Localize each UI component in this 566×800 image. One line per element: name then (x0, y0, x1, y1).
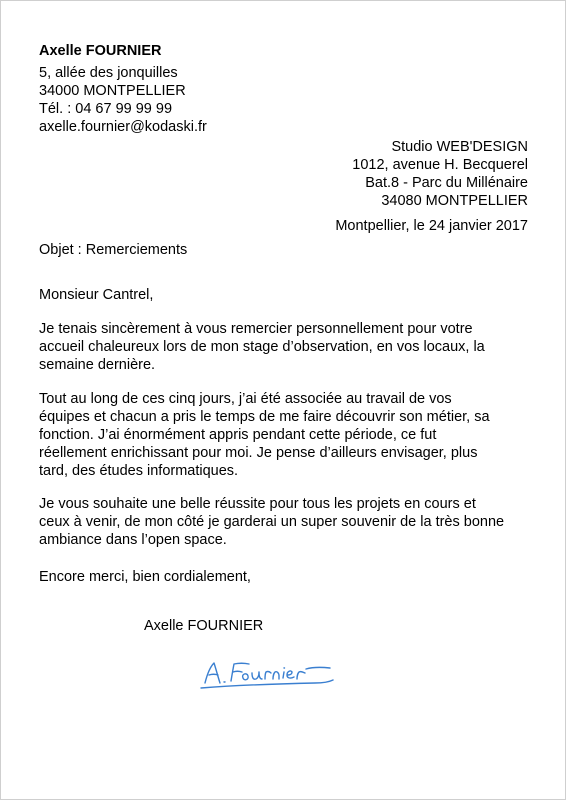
recipient-block (352, 138, 528, 210)
sender-block (39, 42, 207, 136)
paragraph-line: fonction. J’ai énormément appris pendant cette période, ce fut (39, 427, 437, 443)
handwritten-signature (197, 653, 347, 693)
sender-address-line2: 34000 MONTPELLIER (39, 83, 186, 99)
letter-subject: Objet : Remerciements (39, 242, 188, 258)
paragraph-line: équipes et chacun a pris le temps de me faire découvrir son métier, sa (39, 409, 490, 425)
recipient-address-line2: Bat.8 - Parc du Millénaire (365, 175, 528, 191)
sender-name: Axelle FOURNIER (39, 43, 162, 59)
signer-name: Axelle FOURNIER (144, 618, 264, 634)
paragraph-line: semaine dernière. (39, 357, 156, 373)
sender-address-line1: 5, allée des jonquilles (39, 65, 178, 81)
sender-phone: Tél. : 04 67 99 99 99 (39, 101, 173, 117)
paragraph-line: Tout au long de ces cinq jours, j’ai été associée au travail de vos (39, 391, 452, 407)
paragraph-line: ceux à venir, de mon côté je garderai un super souvenir de la très bonne (39, 514, 505, 530)
paragraph-line: Je tenais sincèrement à vous remercier personnellement pour votre (39, 321, 473, 337)
paragraph-line: accueil chaleureux lors de mon stage d’observation, en vos locaux, la (39, 339, 485, 355)
recipient-address-line3: 34080 MONTPELLIER (381, 193, 528, 209)
body-paragraph-2 (39, 390, 519, 480)
sender-email: axelle.fournier@kodaski.fr (39, 119, 207, 135)
letter-closing: Encore merci, bien cordialement, (39, 569, 251, 585)
body-paragraph-1 (39, 320, 519, 374)
recipient-address-line1: 1012, avenue H. Becquerel (352, 157, 528, 173)
letter-salutation: Monsieur Cantrel, (39, 287, 154, 303)
letter-date: Montpellier, le 24 janvier 2017 (335, 218, 528, 234)
paragraph-line: Je vous souhaite une belle réussite pour tous les projets en cours et (39, 496, 476, 512)
body-paragraph-3 (39, 495, 519, 549)
recipient-company: Studio WEB'DESIGN (391, 139, 528, 155)
paragraph-line: ambiance dans l’open space. (39, 532, 227, 548)
paragraph-line: réellement enrichissant pour moi. Je pense d’ailleurs envisager, plus (39, 445, 478, 461)
paragraph-line: tard, des études informatiques. (39, 463, 239, 479)
